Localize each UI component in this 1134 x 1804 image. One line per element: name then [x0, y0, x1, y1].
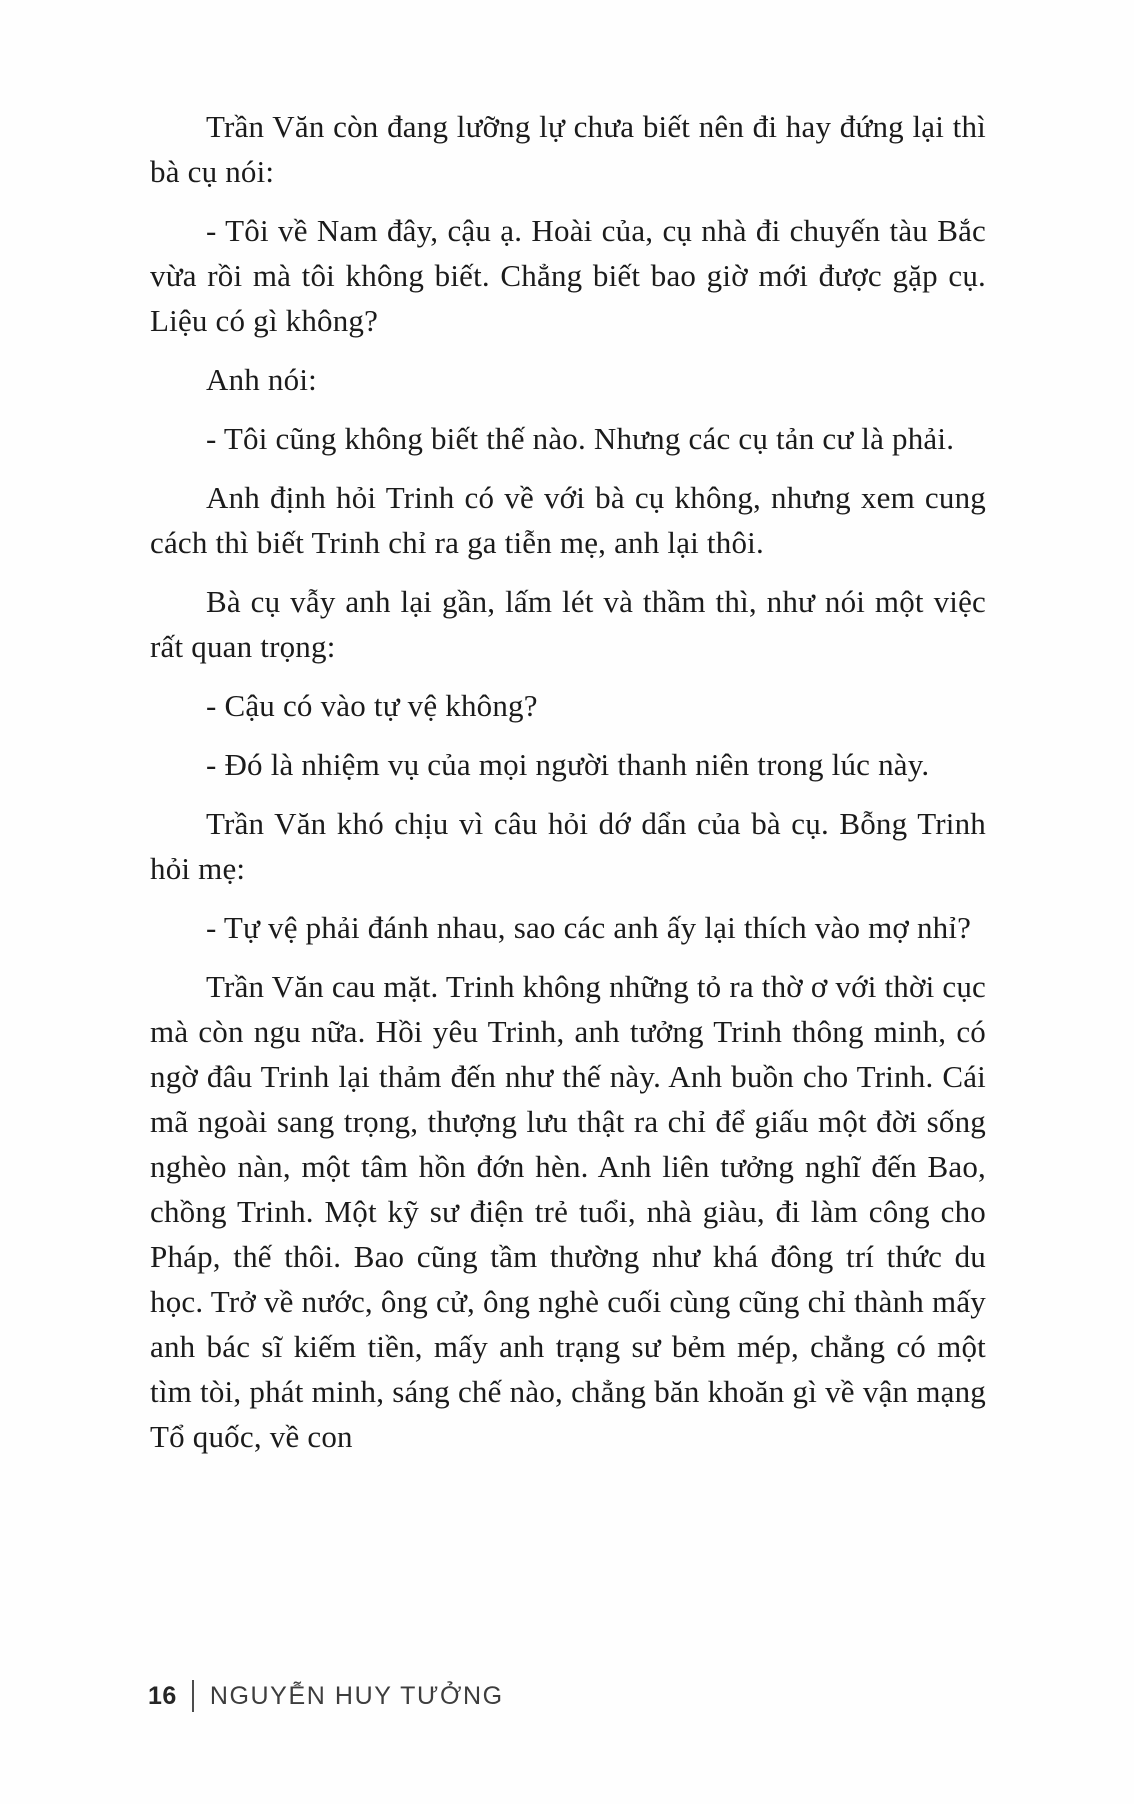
paragraph: Anh định hỏi Trinh có về với bà cụ không, nhưng xem cung cách thì biết Trinh chỉ ra ga tiễn mẹ, anh lại thôi.: [150, 480, 986, 560]
footer-author: NGUYỄN HUY TƯỞNG: [209, 1681, 504, 1710]
paragraph: - Tôi cũng không biết thế nào. Nhưng các cụ tản cư là phải.: [206, 421, 955, 456]
page-footer: [148, 1680, 504, 1712]
text-block: [150, 104, 986, 1473]
footer-separator: [192, 1680, 194, 1712]
paragraph: - Đó là nhiệm vụ của mọi người thanh niên trong lúc này.: [206, 747, 930, 782]
paragraph: Trần Văn còn đang lưỡng lự chưa biết nên đi hay đứng lại thì bà cụ nói:: [150, 109, 986, 189]
paragraph: Anh nói:: [206, 362, 317, 397]
paragraph: - Tự vệ phải đánh nhau, sao các anh ấy lại thích vào mợ nhỉ?: [206, 910, 972, 945]
paragraph: - Cậu có vào tự vệ không?: [206, 688, 538, 723]
paragraph: - Tôi về Nam đây, cậu ạ. Hoài của, cụ nhà đi chuyến tàu Bắc vừa rồi mà tôi không biết. Chẳng biết bao giờ mới được gặp cụ. Liệu có gì không?: [150, 213, 986, 338]
page-number: 16: [148, 1681, 177, 1710]
paragraph: Trần Văn khó chịu vì câu hỏi dớ dẩn của bà cụ. Bỗng Trinh hỏi mẹ:: [150, 806, 986, 886]
paragraph: Bà cụ vẫy anh lại gần, lấm lét và thầm thì, như nói một việc rất quan trọng:: [150, 584, 986, 664]
paragraph: Trần Văn cau mặt. Trinh không những tỏ ra thờ ơ với thời cục mà còn ngu nữa. Hồi yêu Trinh, anh tưởng Trinh thông minh, có ngờ đâu Trinh lại thảm đến như thế này. Anh buồn cho Trinh. Cái mã ngoài sang trọng, thượng lưu thật ra chỉ để giấu một đời sống nghèo nàn, một tâm hồn đớn hèn. Anh liên tưởng nghĩ đến Bao, chồng Trinh. Một kỹ sư điện trẻ tuổi, nhà giàu, đi làm công cho Pháp, thế thôi. Bao cũng tầm thường như khá đông trí thức du học. Trở về nước, ông cử, ông nghè cuối cùng cũng chỉ thành mấy anh bác sĩ kiếm tiền, mấy anh trạng sư bẻm mép, chẳng có một tìm tòi, phát minh, sáng chế nào, chẳng băn khoăn gì về vận mạng Tổ quốc, về con: [150, 969, 986, 1454]
